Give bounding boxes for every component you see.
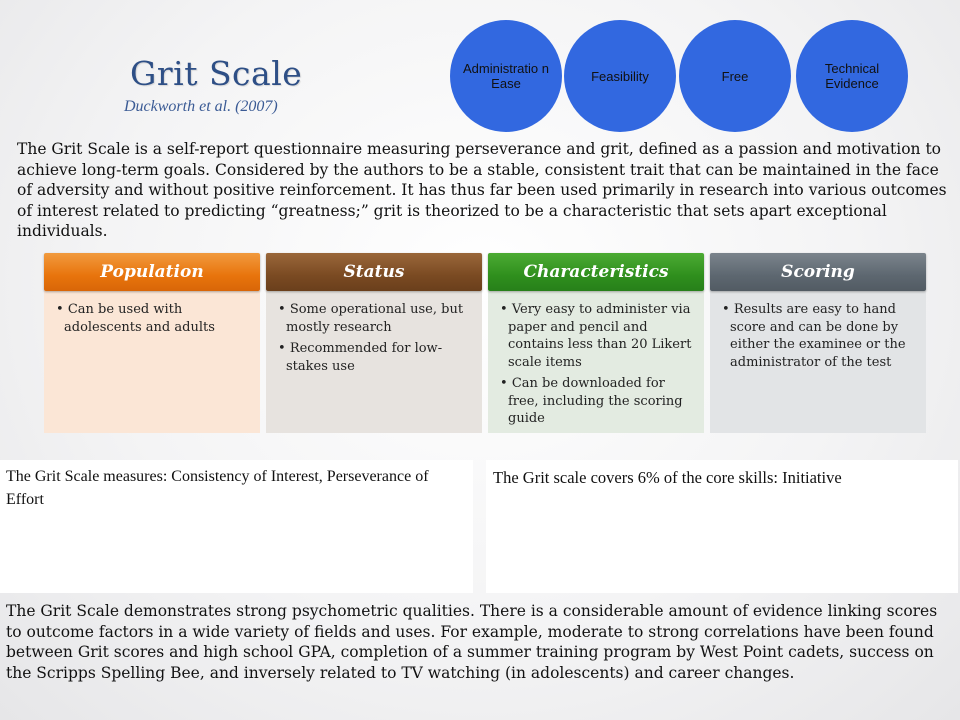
column-body-scoring	[710, 291, 926, 433]
column-body-population	[44, 291, 260, 433]
outro-paragraph: The Grit Scale demonstrates strong psychometric qualities. There is a considerable amount of evidence linking scores to outcome factors in a wide variety of fields and uses. For example, moderate to strong correlations have been found between Grit scores and high school GPA, completion of a summer training program by West Point cadets, success on the Scripps Spelling Bee, and inversely related to TV watching (in adolescents) and career changes.	[6, 602, 938, 682]
column-body-characteristics	[488, 291, 704, 433]
circle-free: Free	[679, 20, 791, 132]
circle-feasibility: Feasibility	[564, 20, 676, 132]
list-item: • Recommended for low-stakes use	[276, 340, 474, 375]
circle-technical-evidence: Technical Evidence	[796, 20, 908, 132]
column-header-status: Status	[266, 253, 482, 291]
column-population	[44, 253, 260, 433]
slide-title: Grit Scale	[130, 54, 303, 93]
measures-text: The Grit Scale measures: Consistency of Interest, Perseverance of Effort	[6, 468, 429, 508]
list-item: • Can be used with adolescents and adults	[54, 301, 252, 336]
column-characteristics	[488, 253, 704, 433]
column-header-scoring: Scoring	[710, 253, 926, 291]
column-scoring	[710, 253, 926, 433]
covers-text: The Grit scale covers 6% of the core skills: Initiative	[493, 468, 842, 487]
intro-paragraph: The Grit Scale is a self-report questionnaire measuring perseverance and grit, defined as a passion and motivation to achieve long-term goals. Considered by the authors to be a stable, consistent trait that can be maintained in the face of adversity and without positive reinforcement. It has thus far been used primarily in research into various outcomes of interest related to predicting “greatness;” grit is theorized to be a characteristic that sets apart exceptional individuals.	[17, 140, 947, 240]
column-header-population: Population	[44, 253, 260, 291]
slide-subtitle: Duckworth et al. (2007)	[124, 98, 278, 115]
circle-administration-ease: Administratio n Ease	[450, 20, 562, 132]
column-header-characteristics: Characteristics	[488, 253, 704, 291]
column-body-status	[266, 291, 482, 433]
list-item: • Can be downloaded for free, including the scoring guide	[498, 375, 696, 428]
measures-box	[0, 460, 473, 593]
list-item: • Some operational use, but mostly research	[276, 301, 474, 336]
covers-box	[486, 460, 958, 593]
list-item: • Very easy to administer via paper and pencil and contains less than 20 Likert scale items	[498, 301, 696, 371]
column-status	[266, 253, 482, 433]
list-item: • Results are easy to hand score and can be done by either the examinee or the administrator of the test	[720, 301, 918, 371]
